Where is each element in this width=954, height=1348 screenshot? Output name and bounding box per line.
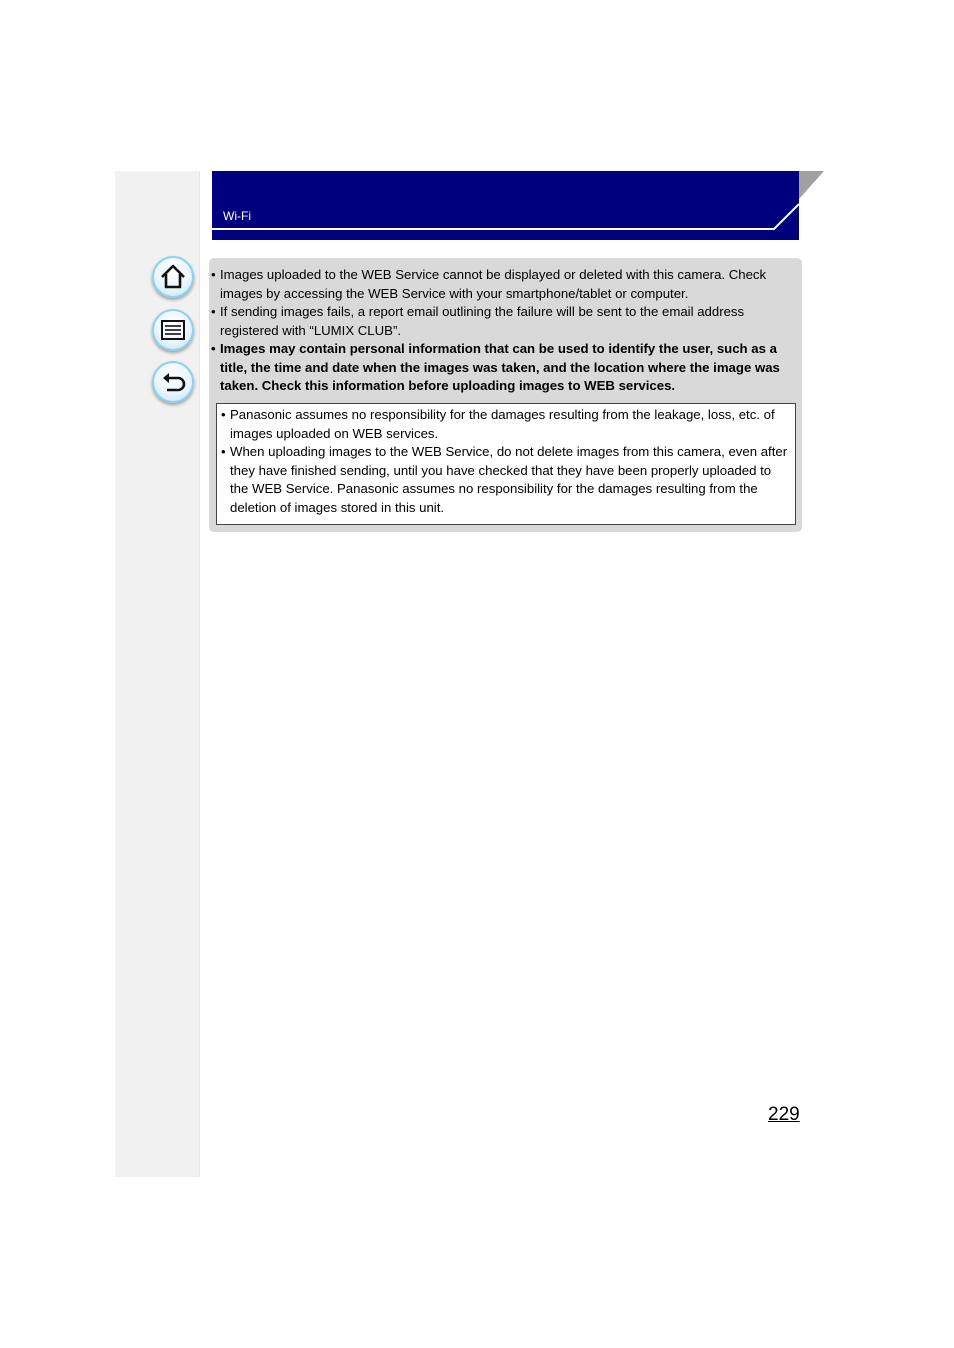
disclaimer-item: • When uploading images to the WEB Service, do not delete images from this camera, even after they have finished sending, until you have checked that they have been properly uploaded to the WEB Service. Panasonic assumes no responsibility for the damages resulting from the deletion of images stored in this unit.	[221, 444, 788, 515]
section-title: Wi-Fi	[223, 209, 251, 223]
back-arrow-icon	[158, 367, 188, 397]
back-button[interactable]	[152, 361, 194, 403]
page-number: 229	[768, 1104, 800, 1125]
disclaimer-list	[221, 406, 793, 517]
menu-list-icon	[158, 315, 188, 345]
menu-button[interactable]	[152, 309, 194, 351]
note-list	[211, 266, 801, 396]
header-corner-decoration	[212, 171, 826, 243]
disclaimer-item: • Panasonic assumes no responsibility for the damages resulting from the leakage, loss, etc. of images uploaded on WEB services.	[221, 407, 775, 441]
note-item-important: • Images may contain personal information that can be used to identify the user, such as a title, the time and date when the images was taken, and the location where the image was taken. Check this information before uploading images to WEB services.	[211, 341, 780, 393]
home-icon	[158, 262, 188, 292]
note-item: • Images uploaded to the WEB Service cannot be displayed or deleted with this camera. Check images by accessing the WEB Service with your smartphone/tablet or computer.	[211, 267, 767, 301]
note-item: • If sending images fails, a report email outlining the failure will be sent to the email address registered with “LUMIX CLUB”.	[211, 304, 745, 338]
home-button[interactable]	[152, 256, 194, 298]
